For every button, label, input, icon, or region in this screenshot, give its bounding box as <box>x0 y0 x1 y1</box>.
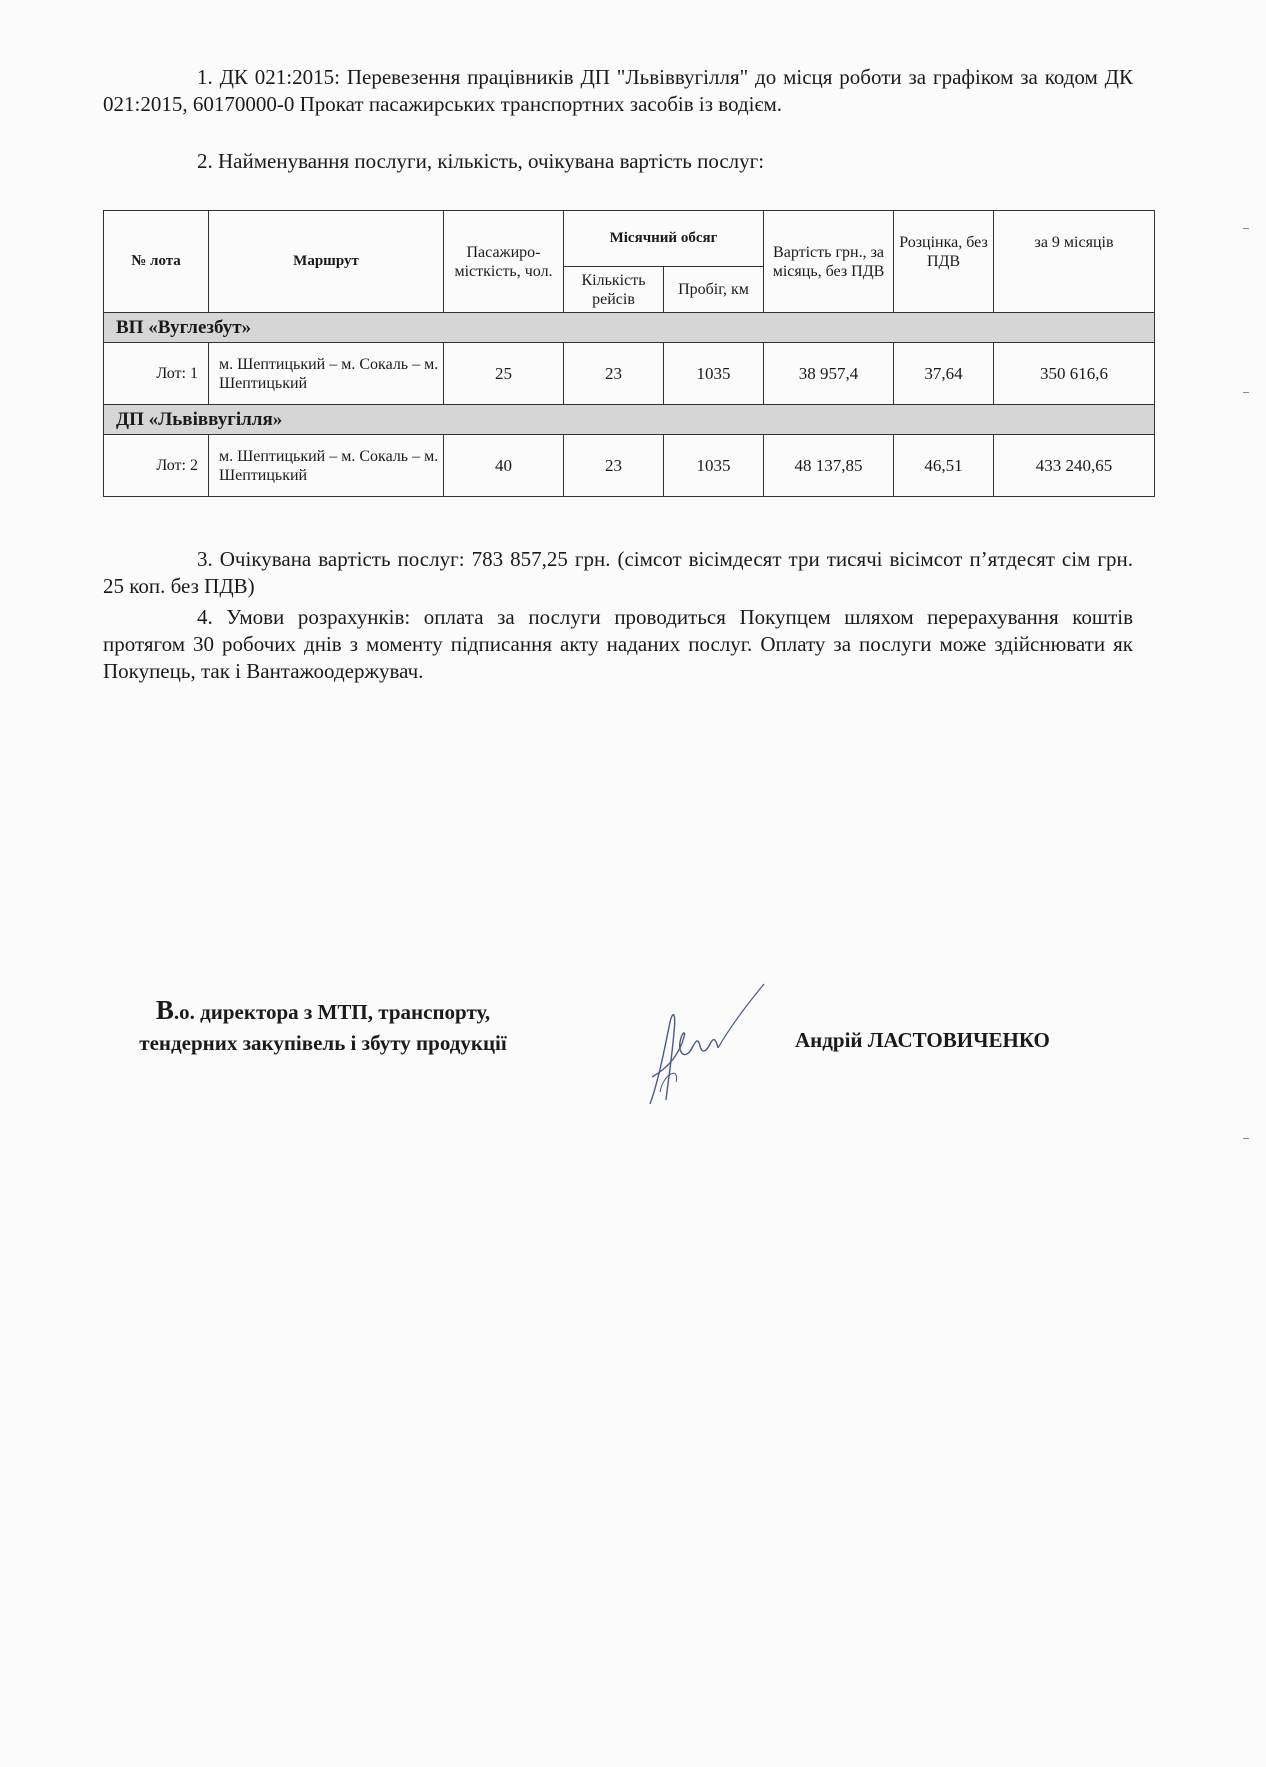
route-cell: м. Шептицький – м. Сокаль – м. Шептицький <box>209 435 444 497</box>
capacity-cell: 25 <box>444 343 564 405</box>
header-capacity: Пасажиро-місткість, чол. <box>444 211 564 313</box>
cost-month-cell: 38 957,4 <box>764 343 894 405</box>
position-line-1-rest: .о. директора з МТП, транспорту, <box>173 1000 491 1024</box>
header-lot-no: № лота <box>104 211 209 313</box>
trips-cell: 23 <box>564 435 664 497</box>
header-price: Розцінка, без ПДВ <box>894 211 994 313</box>
scan-mark <box>1243 228 1249 229</box>
paragraph-2-text: 2. Найменування послуги, кількість, очікувана вартість послуг: <box>197 149 765 173</box>
price-cell: 37,64 <box>894 343 994 405</box>
position-first-letter: В <box>155 995 174 1025</box>
header-monthly-volume: Місячний обсяг <box>564 211 764 267</box>
paragraph-2 <box>103 148 1133 175</box>
capacity-cell: 40 <box>444 435 564 497</box>
handwritten-signature <box>640 982 770 1112</box>
header-mileage: Пробіг, км <box>664 267 764 313</box>
route-cell: м. Шептицький – м. Сокаль – м. Шептицький <box>209 343 444 405</box>
cost-month-cell: 48 137,85 <box>764 435 894 497</box>
group-name: ВП «Вуглезбут» <box>104 313 1155 343</box>
paragraph-4 <box>103 604 1133 685</box>
paragraph-3 <box>103 546 1133 600</box>
scan-mark <box>1243 392 1249 393</box>
nine-months-cell: 350 616,6 <box>994 343 1155 405</box>
group-row-lvivvuhillia <box>104 405 1155 435</box>
trips-cell: 23 <box>564 343 664 405</box>
price-cell: 46,51 <box>894 435 994 497</box>
group-name: ДП «Львіввугілля» <box>104 405 1155 435</box>
lot-cell: Лот: 1 <box>104 343 209 405</box>
mileage-cell: 1035 <box>664 435 764 497</box>
position-line-1 <box>88 995 558 1028</box>
header-trips: Кількість рейсів <box>564 267 664 313</box>
mileage-cell: 1035 <box>664 343 764 405</box>
paragraph-1 <box>103 64 1133 118</box>
paragraph-3-text: 3. Очікувана вартість послуг: 783 857,25 грн. (сімсот вісімдесят три тисячі вісімсот п’ятдесят сім грн. 25 коп. без ПДВ) <box>103 547 1133 598</box>
paragraph-4-text: 4. Умови розрахунків: оплата за послуги проводиться Покупцем шляхом перерахування коштів протягом 30 робочих днів з моменту підписання акту наданих послуг. Оплату за послуги може здійснювати як Покупець, так і Вантажоодержувач. <box>103 605 1133 683</box>
scan-mark <box>1243 1138 1249 1139</box>
signatory-position <box>88 995 558 1059</box>
position-line-2: тендерних закупівель і збуту продукції <box>139 1031 507 1055</box>
table-row <box>104 343 1155 405</box>
table-row <box>104 435 1155 497</box>
nine-months-cell: 433 240,65 <box>994 435 1155 497</box>
lot-cell: Лот: 2 <box>104 435 209 497</box>
header-nine-months: за 9 місяців <box>994 211 1155 313</box>
lots-table <box>103 210 1155 497</box>
group-row-vuglezbut <box>104 313 1155 343</box>
header-cost-month: Вартість грн., за місяць, без ПДВ <box>764 211 894 313</box>
paragraph-1-text: 1. ДК 021:2015: Перевезення працівників ДП "Львіввугілля" до місця роботи за графіком за кодом ДК 021:2015, 60170000-0 Прокат пасажирських транспортних засобів із водієм. <box>103 65 1133 116</box>
header-route: Маршрут <box>209 211 444 313</box>
signatory-name: Андрій ЛАСТОВИЧЕНКО <box>795 1028 1050 1052</box>
